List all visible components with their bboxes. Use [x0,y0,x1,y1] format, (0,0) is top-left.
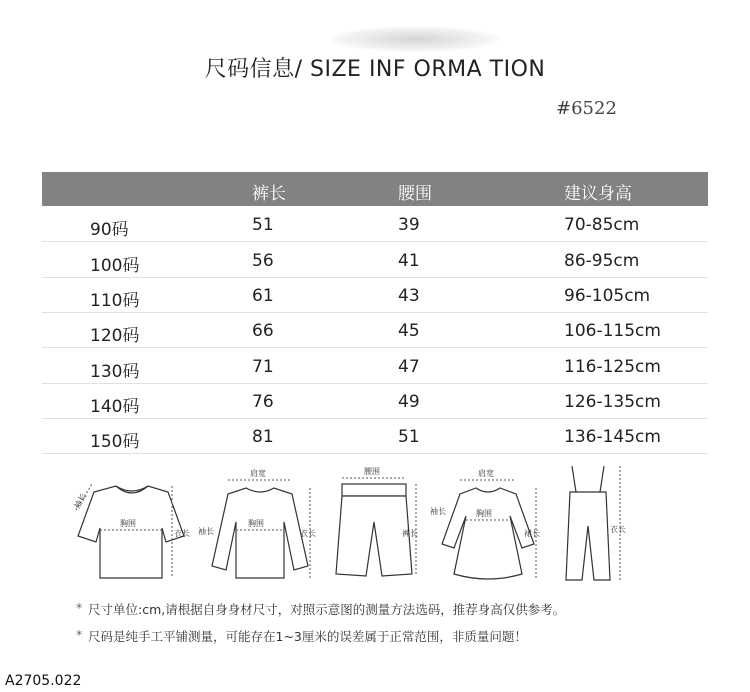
overalls-diagram [548,462,648,587]
tshirt-chest-label: 胸围 [120,519,136,528]
waist-cell: 51 [398,427,420,447]
size-cell: 100码 [90,256,140,276]
size-cell: 130码 [90,362,140,382]
dress-diagram [426,462,556,587]
length-cell: 71 [252,357,274,377]
header-height: 建议身高 [564,184,632,204]
tshirt-diagram [68,462,198,587]
dress-sleeve-label: 袖长 [430,507,446,516]
waist-cell: 47 [398,357,420,377]
pants-waist-label: 腰围 [364,467,380,476]
table-header [42,172,708,206]
sweater-length-label: 衣长 [300,529,316,538]
pants-length-label: 裤长 [402,529,418,538]
tshirt-length-label: 衣长 [174,529,190,538]
asterisk-icon: * [76,627,83,642]
table-row [42,349,708,384]
dress-length-label: 裙长 [524,529,540,538]
pants-diagram [326,462,426,587]
size-cell: 140码 [90,397,140,417]
page-title: 尺码信息/ SIZE INF ORMA TION [204,57,546,82]
length-cell: 81 [252,427,274,447]
height-cell: 96-105cm [564,286,651,306]
height-cell: 126-135cm [564,392,661,412]
sweater-chest-label: 胸围 [248,519,264,528]
sweater-sleeve-label: 袖长 [198,527,214,536]
overalls-length-label: 衣长 [610,525,626,534]
sweater-diagram [196,462,326,587]
header-waist: 腰围 [398,184,432,204]
waist-cell: 39 [398,215,420,235]
length-cell: 51 [252,215,274,235]
note-text-1: 尺寸单位:cm,请根据自身身材尺寸，对照示意图的测量方法选码，推荐身高仅供参考。 [88,602,566,617]
length-cell: 76 [252,392,274,412]
height-cell: 116-125cm [564,357,661,377]
height-cell: 70-85cm [564,215,640,235]
table-row [42,207,708,242]
header-smudge [330,26,500,52]
table-row [42,278,708,313]
note-line-1 [76,600,566,618]
header-pants-length: 裤长 [252,184,286,204]
table-row [42,419,708,454]
note-text-2: 尺码是纯手工平铺测量，可能存在1~3厘米的误差属于正常范围，非质量问题！ [88,629,527,644]
table-row [42,384,708,419]
dress-chest-label: 胸围 [476,509,492,518]
size-cell: 90码 [90,220,129,240]
height-cell: 136-145cm [564,427,661,447]
waist-cell: 45 [398,321,420,341]
sweater-shoulder-label: 肩宽 [250,469,266,478]
watermark-code: A2705.022 [5,673,82,689]
waist-cell: 49 [398,392,420,412]
size-cell: 150码 [90,432,140,452]
size-cell: 120码 [90,326,140,346]
height-cell: 86-95cm [564,251,640,271]
waist-cell: 41 [398,251,420,271]
table-row [42,313,708,348]
length-cell: 56 [252,251,274,271]
length-cell: 61 [252,286,274,306]
length-cell: 66 [252,321,274,341]
height-cell: 106-115cm [564,321,661,341]
dress-shoulder-label: 肩宽 [478,469,494,478]
asterisk-icon: * [76,600,83,615]
product-code: #6522 [556,98,617,119]
size-cell: 110码 [90,291,140,311]
tshirt-sleeve-label: 袖长 [72,491,89,511]
waist-cell: 43 [398,286,420,306]
table-row [42,243,708,278]
note-line-2 [76,627,527,645]
